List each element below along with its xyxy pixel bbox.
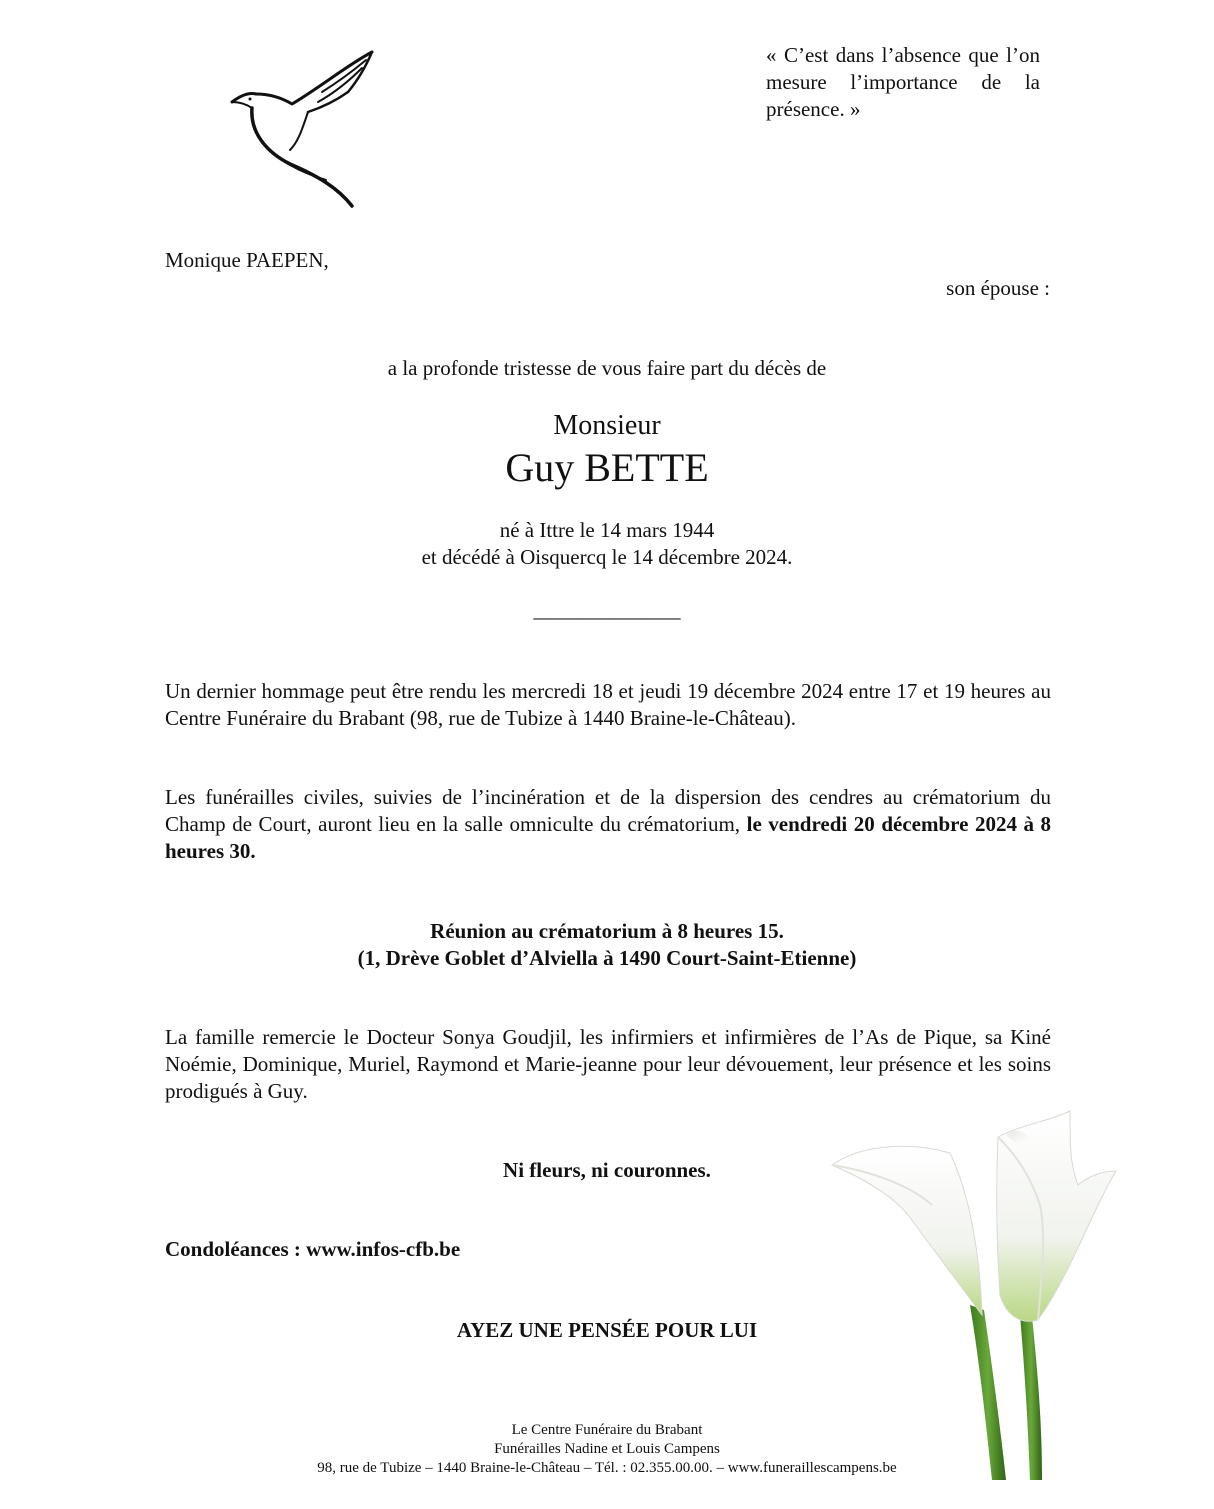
footer-contact: 98, rue de Tubize – 1440 Braine-le-Château – Tél. : 02.355.00.00. – www.funeraillescampens.be [317, 1460, 897, 1476]
announcer-relation: son épouse : [946, 276, 1050, 300]
footer-owners: Funérailles Nadine et Louis Campens [494, 1441, 720, 1457]
announcer-name: Monique PAEPEN, [165, 248, 329, 272]
funeral-date: le vendredi 20 décembre 2024 à 8 heures 30. [165, 812, 1052, 863]
announcement-intro: a la profonde tristesse de vous faire part du décès de [387, 356, 827, 380]
epigraph-quote: « C’est dans l’absence que l’on mesure l’importance de la présence. » [766, 43, 1040, 121]
no-flowers-note: Ni fleurs, ni couronnes. [503, 1158, 711, 1182]
funeral-text: Les funérailles civiles, suivies de l’incinération et de la dispersion des cendres au crématorium du Champ de Court, auront lieu en la salle omniculte du crématorium, [165, 785, 1051, 836]
funeral-home-footer [0, 1421, 1214, 1478]
death-line: et décédé à Oisquercq le 14 décembre 2024. [421, 545, 793, 569]
meeting-address: (1, Drève Goblet d’Alviella à 1490 Court-Saint-Etienne) [357, 946, 857, 970]
condolences-link: Condoléances : www.infos-cfb.be [165, 1237, 461, 1261]
dove-icon [226, 46, 386, 211]
funeral-paragraph [165, 784, 1051, 865]
footer-company: Le Centre Funéraire du Brabant [511, 1422, 703, 1438]
birth-line: né à Ittre le 14 mars 1944 [499, 518, 715, 542]
tribute-paragraph: Un dernier hommage peut être rendu les mercredi 18 et jeudi 19 décembre 2024 entre 17 et 19 heures au Centre Funéraire du Brabant (98, rue de Tubize à 1440 Braine-le-Château). [165, 679, 1051, 730]
closing-line: AYEZ UNE PENSÉE POUR LUI [456, 1318, 758, 1342]
meeting-info [0, 918, 1214, 972]
separator-line: ______________ [533, 598, 681, 622]
deceased-title: Monsieur [553, 410, 661, 441]
deceased-name: Guy BETTE [505, 445, 709, 490]
thanks-paragraph: La famille remercie le Docteur Sonya Goudjil, les infirmiers et infirmières de l’As de Pique, sa Kiné Noémie, Dominique, Muriel, Raymond et Marie-jeanne pour leur dévouement, leur présence et les soins prodigués à Guy. [165, 1025, 1051, 1103]
life-dates [0, 517, 1214, 571]
meeting-time: Réunion au crématorium à 8 heures 15. [430, 919, 784, 943]
